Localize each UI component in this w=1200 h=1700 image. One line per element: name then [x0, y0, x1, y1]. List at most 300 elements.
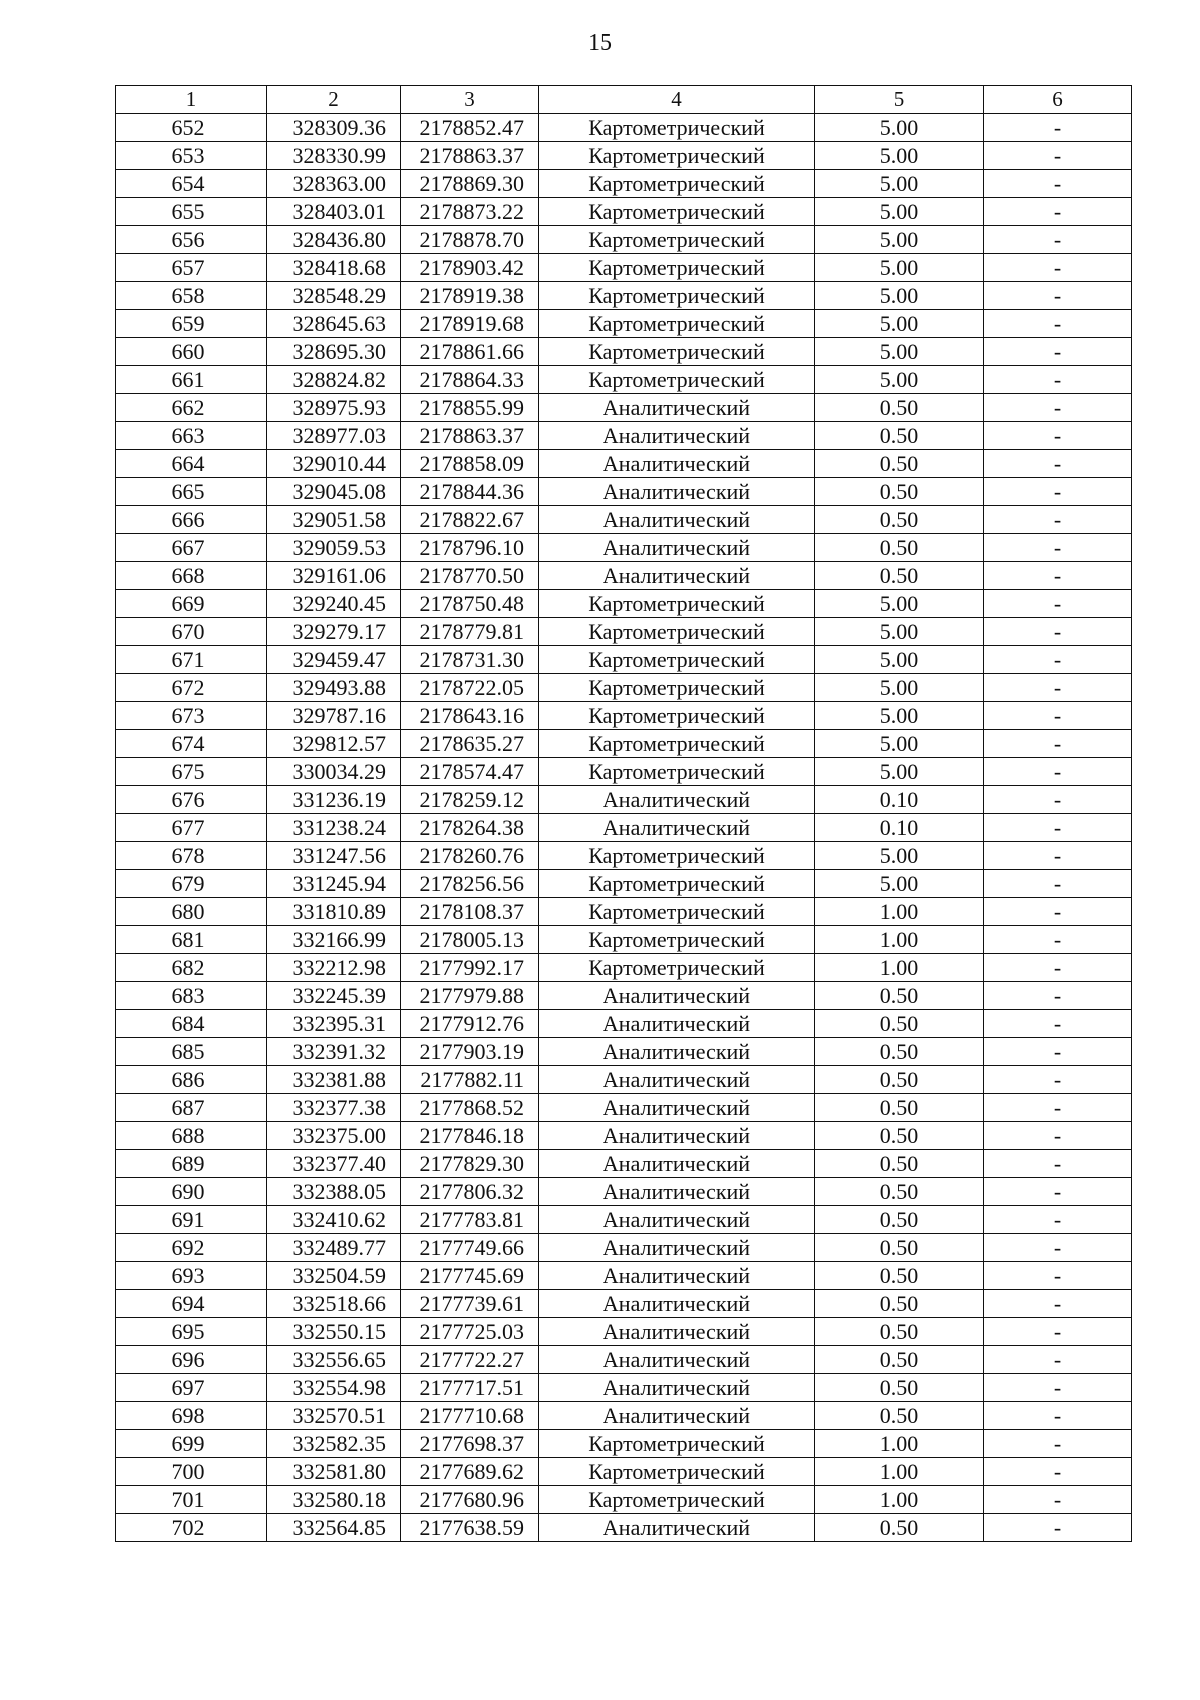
note-cell: -: [984, 1206, 1132, 1234]
accuracy-cell: 0.50: [815, 1066, 984, 1094]
y-coordinate-cell: 2178878.70: [401, 226, 539, 254]
x-coordinate-cell: 332581.80: [267, 1458, 401, 1486]
method-cell: Аналитический: [539, 1346, 815, 1374]
point-number-cell: 657: [116, 254, 267, 282]
note-cell: -: [984, 142, 1132, 170]
point-number-cell: 655: [116, 198, 267, 226]
point-number-cell: 690: [116, 1178, 267, 1206]
y-coordinate-cell: 2177680.96: [401, 1486, 539, 1514]
accuracy-cell: 0.50: [815, 1374, 984, 1402]
table-row: [116, 1010, 1132, 1038]
y-coordinate-cell: 2177903.19: [401, 1038, 539, 1066]
table-row: [116, 254, 1132, 282]
accuracy-cell: 5.00: [815, 758, 984, 786]
point-number-cell: 679: [116, 870, 267, 898]
method-cell: Картометрический: [539, 842, 815, 870]
method-cell: Аналитический: [539, 786, 815, 814]
note-cell: -: [984, 1458, 1132, 1486]
table-row: [116, 730, 1132, 758]
note-cell: -: [984, 926, 1132, 954]
note-cell: -: [984, 1402, 1132, 1430]
note-cell: -: [984, 702, 1132, 730]
point-number-cell: 700: [116, 1458, 267, 1486]
x-coordinate-cell: 332212.98: [267, 954, 401, 982]
note-cell: -: [984, 198, 1132, 226]
method-cell: Аналитический: [539, 1178, 815, 1206]
note-cell: -: [984, 1094, 1132, 1122]
x-coordinate-cell: 328695.30: [267, 338, 401, 366]
accuracy-cell: 0.50: [815, 982, 984, 1010]
accuracy-cell: 0.10: [815, 814, 984, 842]
y-coordinate-cell: 2177912.76: [401, 1010, 539, 1038]
note-cell: -: [984, 1122, 1132, 1150]
x-coordinate-cell: 332564.85: [267, 1514, 401, 1542]
table-row: [116, 114, 1132, 142]
method-cell: Аналитический: [539, 562, 815, 590]
point-number-cell: 692: [116, 1234, 267, 1262]
note-cell: -: [984, 590, 1132, 618]
point-number-cell: 688: [116, 1122, 267, 1150]
table-row: [116, 506, 1132, 534]
x-coordinate-cell: 332391.32: [267, 1038, 401, 1066]
method-cell: Аналитический: [539, 534, 815, 562]
method-cell: Аналитический: [539, 814, 815, 842]
y-coordinate-cell: 2178108.37: [401, 898, 539, 926]
y-coordinate-cell: 2178919.68: [401, 310, 539, 338]
note-cell: -: [984, 1318, 1132, 1346]
note-cell: -: [984, 506, 1132, 534]
point-number-cell: 693: [116, 1262, 267, 1290]
point-number-cell: 667: [116, 534, 267, 562]
y-coordinate-cell: 2178796.10: [401, 534, 539, 562]
accuracy-cell: 0.50: [815, 1318, 984, 1346]
y-coordinate-cell: 2177722.27: [401, 1346, 539, 1374]
method-cell: Картометрический: [539, 646, 815, 674]
point-number-cell: 687: [116, 1094, 267, 1122]
point-number-cell: 696: [116, 1346, 267, 1374]
x-coordinate-cell: 328645.63: [267, 310, 401, 338]
y-coordinate-cell: 2178635.27: [401, 730, 539, 758]
accuracy-cell: 0.50: [815, 1234, 984, 1262]
y-coordinate-cell: 2178779.81: [401, 618, 539, 646]
x-coordinate-cell: 332580.18: [267, 1486, 401, 1514]
y-coordinate-cell: 2177749.66: [401, 1234, 539, 1262]
method-cell: Картометрический: [539, 730, 815, 758]
method-cell: Картометрический: [539, 1486, 815, 1514]
table-row: [116, 898, 1132, 926]
table-header: [116, 86, 1132, 114]
point-number-cell: 666: [116, 506, 267, 534]
note-cell: -: [984, 534, 1132, 562]
point-number-cell: 697: [116, 1374, 267, 1402]
point-number-cell: 653: [116, 142, 267, 170]
table-row: [116, 1234, 1132, 1262]
header-cell: 2: [267, 86, 401, 114]
point-number-cell: 668: [116, 562, 267, 590]
y-coordinate-cell: 2177846.18: [401, 1122, 539, 1150]
method-cell: Картометрический: [539, 758, 815, 786]
x-coordinate-cell: 328403.01: [267, 198, 401, 226]
note-cell: -: [984, 758, 1132, 786]
method-cell: Картометрический: [539, 226, 815, 254]
point-number-cell: 680: [116, 898, 267, 926]
table-row: [116, 1290, 1132, 1318]
point-number-cell: 672: [116, 674, 267, 702]
method-cell: Картометрический: [539, 1430, 815, 1458]
table-row: [116, 310, 1132, 338]
x-coordinate-cell: 329059.53: [267, 534, 401, 562]
x-coordinate-cell: 332550.15: [267, 1318, 401, 1346]
method-cell: Картометрический: [539, 702, 815, 730]
note-cell: -: [984, 674, 1132, 702]
point-number-cell: 686: [116, 1066, 267, 1094]
method-cell: Картометрический: [539, 954, 815, 982]
y-coordinate-cell: 2178863.37: [401, 142, 539, 170]
point-number-cell: 673: [116, 702, 267, 730]
table-row: [116, 1346, 1132, 1374]
y-coordinate-cell: 2177638.59: [401, 1514, 539, 1542]
note-cell: -: [984, 394, 1132, 422]
accuracy-cell: 0.50: [815, 1150, 984, 1178]
table-row: [116, 758, 1132, 786]
method-cell: Аналитический: [539, 450, 815, 478]
point-number-cell: 664: [116, 450, 267, 478]
table-row: [116, 170, 1132, 198]
accuracy-cell: 5.00: [815, 142, 984, 170]
x-coordinate-cell: 331247.56: [267, 842, 401, 870]
method-cell: Аналитический: [539, 422, 815, 450]
x-coordinate-cell: 332245.39: [267, 982, 401, 1010]
x-coordinate-cell: 328977.03: [267, 422, 401, 450]
method-cell: Аналитический: [539, 1374, 815, 1402]
table-row: [116, 198, 1132, 226]
point-number-cell: 659: [116, 310, 267, 338]
accuracy-cell: 5.00: [815, 674, 984, 702]
y-coordinate-cell: 2177829.30: [401, 1150, 539, 1178]
note-cell: -: [984, 226, 1132, 254]
table-row: [116, 1122, 1132, 1150]
table-row: [116, 478, 1132, 506]
note-cell: -: [984, 1150, 1132, 1178]
table-row: [116, 394, 1132, 422]
method-cell: Аналитический: [539, 1038, 815, 1066]
table-row: [116, 814, 1132, 842]
point-number-cell: 652: [116, 114, 267, 142]
accuracy-cell: 1.00: [815, 898, 984, 926]
method-cell: Аналитический: [539, 1262, 815, 1290]
method-cell: Картометрический: [539, 170, 815, 198]
table-row: [116, 282, 1132, 310]
note-cell: -: [984, 842, 1132, 870]
note-cell: -: [984, 730, 1132, 758]
x-coordinate-cell: 328548.29: [267, 282, 401, 310]
accuracy-cell: 1.00: [815, 1430, 984, 1458]
x-coordinate-cell: 328975.93: [267, 394, 401, 422]
accuracy-cell: 5.00: [815, 198, 984, 226]
y-coordinate-cell: 2178770.50: [401, 562, 539, 590]
note-cell: -: [984, 1290, 1132, 1318]
accuracy-cell: 5.00: [815, 338, 984, 366]
y-coordinate-cell: 2178858.09: [401, 450, 539, 478]
method-cell: Аналитический: [539, 1206, 815, 1234]
y-coordinate-cell: 2177806.32: [401, 1178, 539, 1206]
method-cell: Аналитический: [539, 394, 815, 422]
accuracy-cell: 0.50: [815, 1290, 984, 1318]
method-cell: Аналитический: [539, 1234, 815, 1262]
method-cell: Картометрический: [539, 870, 815, 898]
accuracy-cell: 1.00: [815, 954, 984, 982]
note-cell: -: [984, 1486, 1132, 1514]
table-row: [116, 926, 1132, 954]
point-number-cell: 670: [116, 618, 267, 646]
accuracy-cell: 0.50: [815, 1178, 984, 1206]
point-number-cell: 684: [116, 1010, 267, 1038]
table-row: [116, 1066, 1132, 1094]
y-coordinate-cell: 2177992.17: [401, 954, 539, 982]
table-row: [116, 870, 1132, 898]
method-cell: Картометрический: [539, 310, 815, 338]
accuracy-cell: 5.00: [815, 870, 984, 898]
x-coordinate-cell: 332375.00: [267, 1122, 401, 1150]
x-coordinate-cell: 332388.05: [267, 1178, 401, 1206]
x-coordinate-cell: 331810.89: [267, 898, 401, 926]
y-coordinate-cell: 2177979.88: [401, 982, 539, 1010]
table-row: [116, 534, 1132, 562]
method-cell: Картометрический: [539, 1458, 815, 1486]
point-number-cell: 675: [116, 758, 267, 786]
x-coordinate-cell: 329051.58: [267, 506, 401, 534]
table-row: [116, 646, 1132, 674]
x-coordinate-cell: 328363.00: [267, 170, 401, 198]
table-row: [116, 1262, 1132, 1290]
x-coordinate-cell: 332377.38: [267, 1094, 401, 1122]
point-number-cell: 702: [116, 1514, 267, 1542]
table-row: [116, 1038, 1132, 1066]
point-number-cell: 671: [116, 646, 267, 674]
note-cell: -: [984, 1234, 1132, 1262]
note-cell: -: [984, 338, 1132, 366]
point-number-cell: 654: [116, 170, 267, 198]
method-cell: Аналитический: [539, 1150, 815, 1178]
x-coordinate-cell: 332410.62: [267, 1206, 401, 1234]
point-number-cell: 677: [116, 814, 267, 842]
header-cell: 3: [401, 86, 539, 114]
note-cell: -: [984, 1066, 1132, 1094]
accuracy-cell: 0.50: [815, 1206, 984, 1234]
y-coordinate-cell: 2178852.47: [401, 114, 539, 142]
x-coordinate-cell: 329459.47: [267, 646, 401, 674]
method-cell: Аналитический: [539, 1318, 815, 1346]
accuracy-cell: 5.00: [815, 170, 984, 198]
y-coordinate-cell: 2178750.48: [401, 590, 539, 618]
page-number: 15: [588, 30, 612, 56]
accuracy-cell: 5.00: [815, 618, 984, 646]
method-cell: Картометрический: [539, 674, 815, 702]
y-coordinate-cell: 2178260.76: [401, 842, 539, 870]
header-cell: 1: [116, 86, 267, 114]
y-coordinate-cell: 2178822.67: [401, 506, 539, 534]
y-coordinate-cell: 2177717.51: [401, 1374, 539, 1402]
point-number-cell: 681: [116, 926, 267, 954]
method-cell: Аналитический: [539, 1122, 815, 1150]
y-coordinate-cell: 2178256.56: [401, 870, 539, 898]
note-cell: -: [984, 450, 1132, 478]
y-coordinate-cell: 2178731.30: [401, 646, 539, 674]
point-number-cell: 691: [116, 1206, 267, 1234]
point-number-cell: 665: [116, 478, 267, 506]
note-cell: -: [984, 982, 1132, 1010]
accuracy-cell: 0.50: [815, 1262, 984, 1290]
accuracy-cell: 0.50: [815, 1122, 984, 1150]
point-number-cell: 669: [116, 590, 267, 618]
y-coordinate-cell: 2178005.13: [401, 926, 539, 954]
method-cell: Картометрический: [539, 366, 815, 394]
x-coordinate-cell: 332381.88: [267, 1066, 401, 1094]
point-number-cell: 660: [116, 338, 267, 366]
y-coordinate-cell: 2177710.68: [401, 1402, 539, 1430]
x-coordinate-cell: 328436.80: [267, 226, 401, 254]
table-row: [116, 1150, 1132, 1178]
y-coordinate-cell: 2177868.52: [401, 1094, 539, 1122]
note-cell: -: [984, 618, 1132, 646]
point-number-cell: 661: [116, 366, 267, 394]
point-number-cell: 676: [116, 786, 267, 814]
accuracy-cell: 0.50: [815, 1514, 984, 1542]
note-cell: -: [984, 1514, 1132, 1542]
x-coordinate-cell: 332556.65: [267, 1346, 401, 1374]
accuracy-cell: 0.50: [815, 1010, 984, 1038]
y-coordinate-cell: 2177698.37: [401, 1430, 539, 1458]
note-cell: -: [984, 114, 1132, 142]
note-cell: -: [984, 366, 1132, 394]
table-row: [116, 1094, 1132, 1122]
header-cell: 6: [984, 86, 1132, 114]
y-coordinate-cell: 2178903.42: [401, 254, 539, 282]
table-row: [116, 1486, 1132, 1514]
table-row: [116, 618, 1132, 646]
note-cell: -: [984, 898, 1132, 926]
x-coordinate-cell: 332518.66: [267, 1290, 401, 1318]
note-cell: -: [984, 814, 1132, 842]
y-coordinate-cell: 2178863.37: [401, 422, 539, 450]
point-number-cell: 663: [116, 422, 267, 450]
y-coordinate-cell: 2178643.16: [401, 702, 539, 730]
header-cell: 5: [815, 86, 984, 114]
x-coordinate-cell: 329010.44: [267, 450, 401, 478]
point-number-cell: 698: [116, 1402, 267, 1430]
point-number-cell: 701: [116, 1486, 267, 1514]
accuracy-cell: 0.50: [815, 1038, 984, 1066]
accuracy-cell: 1.00: [815, 1458, 984, 1486]
accuracy-cell: 1.00: [815, 1486, 984, 1514]
x-coordinate-cell: 332504.59: [267, 1262, 401, 1290]
point-number-cell: 674: [116, 730, 267, 758]
table-row: [116, 1402, 1132, 1430]
method-cell: Картометрический: [539, 254, 815, 282]
note-cell: -: [984, 1346, 1132, 1374]
method-cell: Картометрический: [539, 282, 815, 310]
x-coordinate-cell: 328330.99: [267, 142, 401, 170]
y-coordinate-cell: 2178861.66: [401, 338, 539, 366]
method-cell: Аналитический: [539, 1402, 815, 1430]
y-coordinate-cell: 2177882.11: [401, 1066, 539, 1094]
table-row: [116, 702, 1132, 730]
table-row: [116, 1430, 1132, 1458]
method-cell: Аналитический: [539, 506, 815, 534]
x-coordinate-cell: 332570.51: [267, 1402, 401, 1430]
table-row: [116, 226, 1132, 254]
accuracy-cell: 0.50: [815, 478, 984, 506]
x-coordinate-cell: 329812.57: [267, 730, 401, 758]
table-row: [116, 1178, 1132, 1206]
accuracy-cell: 0.50: [815, 1402, 984, 1430]
table-row: [116, 450, 1132, 478]
x-coordinate-cell: 329045.08: [267, 478, 401, 506]
point-number-cell: 682: [116, 954, 267, 982]
accuracy-cell: 5.00: [815, 226, 984, 254]
note-cell: -: [984, 954, 1132, 982]
accuracy-cell: 0.50: [815, 1346, 984, 1374]
x-coordinate-cell: 332582.35: [267, 1430, 401, 1458]
method-cell: Картометрический: [539, 618, 815, 646]
table-row: [116, 422, 1132, 450]
table-row: [116, 1514, 1132, 1542]
x-coordinate-cell: 329493.88: [267, 674, 401, 702]
coordinates-table: [115, 85, 1132, 1542]
point-number-cell: 694: [116, 1290, 267, 1318]
x-coordinate-cell: 332377.40: [267, 1150, 401, 1178]
point-number-cell: 656: [116, 226, 267, 254]
accuracy-cell: 5.00: [815, 842, 984, 870]
method-cell: Аналитический: [539, 1290, 815, 1318]
accuracy-cell: 0.50: [815, 422, 984, 450]
method-cell: Аналитический: [539, 1010, 815, 1038]
table-header-row: [116, 86, 1132, 114]
note-cell: -: [984, 562, 1132, 590]
y-coordinate-cell: 2178873.22: [401, 198, 539, 226]
y-coordinate-cell: 2177783.81: [401, 1206, 539, 1234]
accuracy-cell: 5.00: [815, 310, 984, 338]
y-coordinate-cell: 2178864.33: [401, 366, 539, 394]
y-coordinate-cell: 2177725.03: [401, 1318, 539, 1346]
table-row: [116, 982, 1132, 1010]
table-row: [116, 786, 1132, 814]
accuracy-cell: 5.00: [815, 114, 984, 142]
accuracy-cell: 5.00: [815, 730, 984, 758]
note-cell: -: [984, 870, 1132, 898]
accuracy-cell: 0.50: [815, 450, 984, 478]
table-row: [116, 338, 1132, 366]
y-coordinate-cell: 2178919.38: [401, 282, 539, 310]
point-number-cell: 683: [116, 982, 267, 1010]
point-number-cell: 685: [116, 1038, 267, 1066]
x-coordinate-cell: 331236.19: [267, 786, 401, 814]
x-coordinate-cell: 328824.82: [267, 366, 401, 394]
table-row: [116, 366, 1132, 394]
x-coordinate-cell: 329787.16: [267, 702, 401, 730]
x-coordinate-cell: 332554.98: [267, 1374, 401, 1402]
y-coordinate-cell: 2178259.12: [401, 786, 539, 814]
accuracy-cell: 0.50: [815, 534, 984, 562]
y-coordinate-cell: 2177745.69: [401, 1262, 539, 1290]
y-coordinate-cell: 2178844.36: [401, 478, 539, 506]
note-cell: -: [984, 478, 1132, 506]
note-cell: -: [984, 1262, 1132, 1290]
accuracy-cell: 0.50: [815, 1094, 984, 1122]
point-number-cell: 662: [116, 394, 267, 422]
point-number-cell: 658: [116, 282, 267, 310]
accuracy-cell: 5.00: [815, 366, 984, 394]
